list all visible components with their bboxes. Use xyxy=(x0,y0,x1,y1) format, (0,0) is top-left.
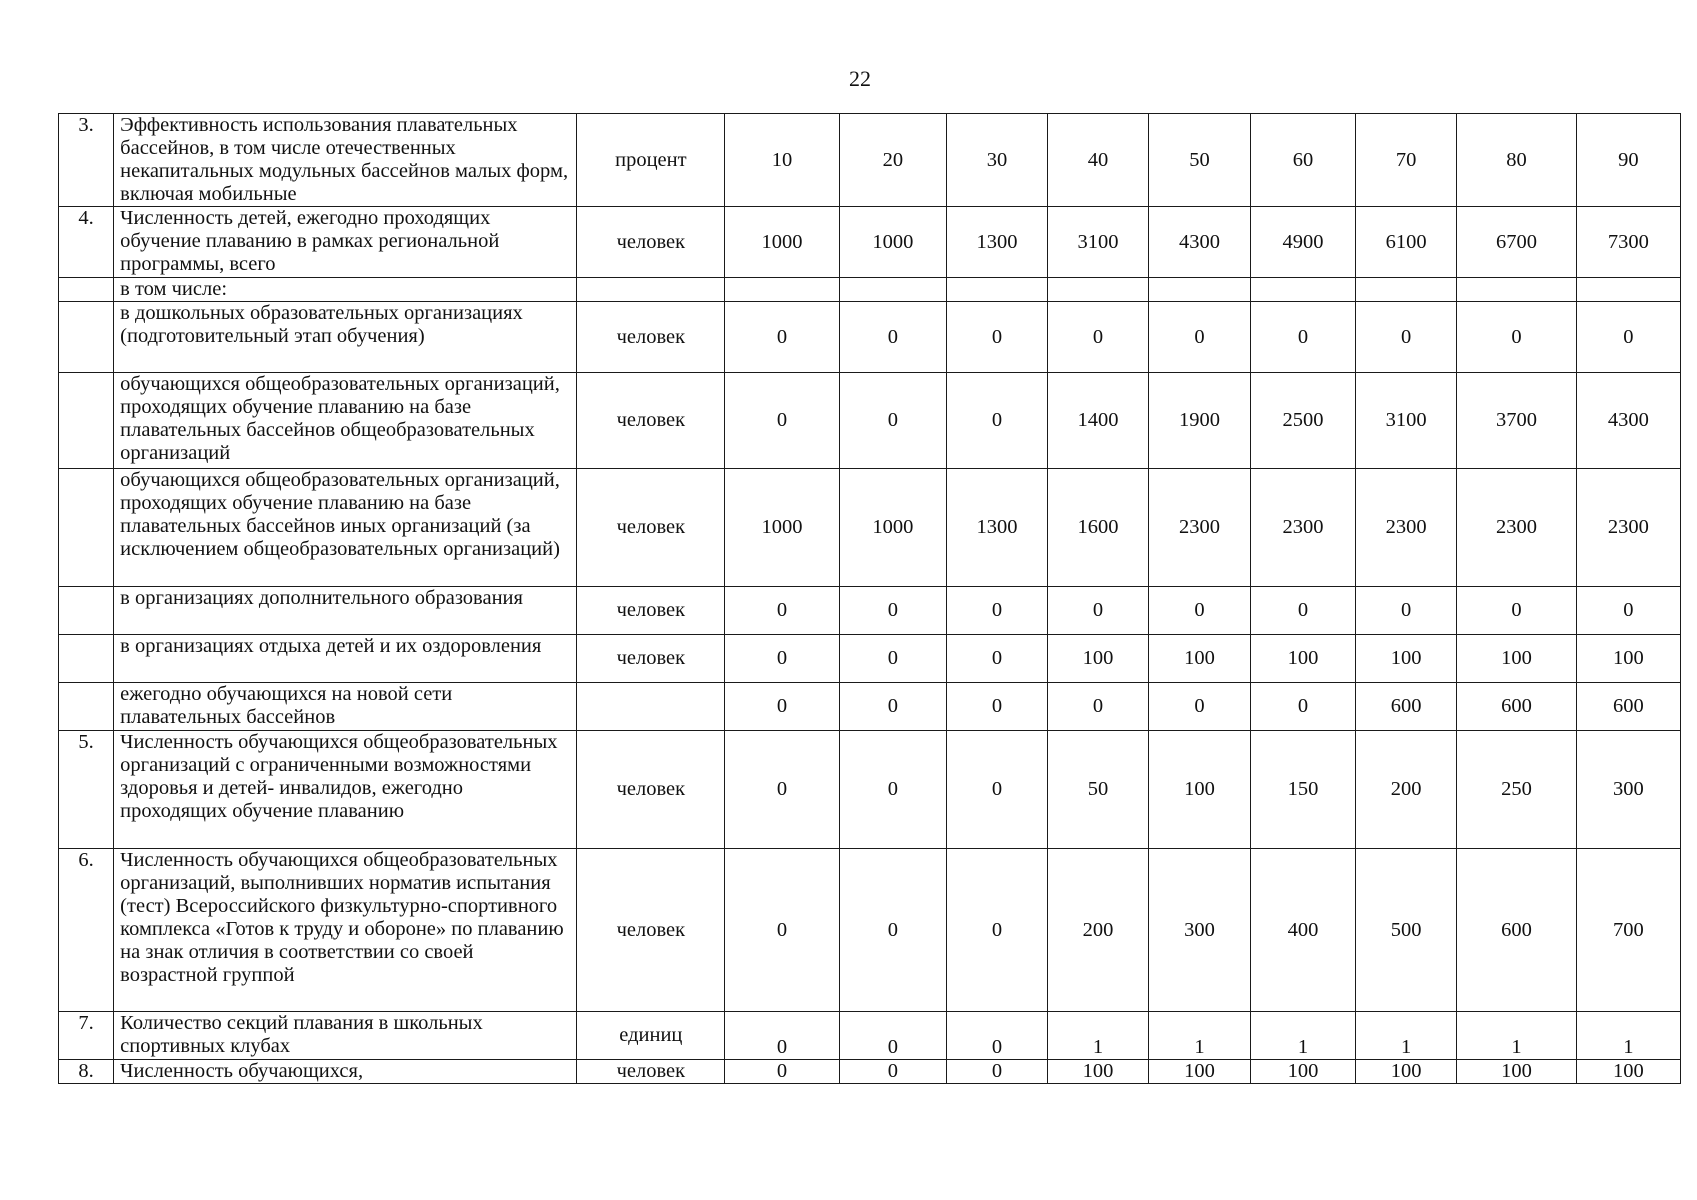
value-cell: 1 xyxy=(1250,1012,1355,1060)
value-cell: 0 xyxy=(725,587,840,635)
indicator-name: Эффективность использования плавательных бассейнов, в том числе отечественных некапитальных модульных бассейнов малых форм, включая мобильные xyxy=(114,114,577,207)
value-cell: 80 xyxy=(1457,114,1577,207)
value-cell: 0 xyxy=(839,731,946,849)
value-cell: 1 xyxy=(1356,1012,1457,1060)
unit-of-measure xyxy=(577,278,725,302)
value-cell: 90 xyxy=(1576,114,1680,207)
value-cell: 0 xyxy=(947,849,1048,1012)
row-number xyxy=(59,278,114,302)
value-cell: 3100 xyxy=(1047,207,1148,278)
table-row xyxy=(59,207,1681,278)
value-cell: 0 xyxy=(1250,302,1355,373)
value-cell: 0 xyxy=(947,1060,1048,1084)
table-row xyxy=(59,302,1681,373)
row-number: 7. xyxy=(59,1012,114,1060)
unit-of-measure: человек xyxy=(577,373,725,469)
value-cell: 2300 xyxy=(1148,469,1250,587)
value-cell: 0 xyxy=(839,302,946,373)
indicator-name: Численность детей, ежегодно проходящих обучение плаванию в рамках региональной программы, всего xyxy=(114,207,577,278)
value-cell: 1900 xyxy=(1148,373,1250,469)
value-cell: 0 xyxy=(947,302,1048,373)
value-cell: 0 xyxy=(725,373,840,469)
indicator-name: Численность обучающихся общеобразовательных организаций с ограниченными возможностями здоровья и детей- инвалидов, ежегодно проходящих обучение плаванию xyxy=(114,731,577,849)
value-cell: 30 xyxy=(947,114,1048,207)
value-cell: 1000 xyxy=(839,207,946,278)
value-cell: 100 xyxy=(1148,731,1250,849)
value-cell: 6700 xyxy=(1457,207,1577,278)
table-row xyxy=(59,373,1681,469)
value-cell: 1400 xyxy=(1047,373,1148,469)
table-row xyxy=(59,1060,1681,1084)
value-cell: 60 xyxy=(1250,114,1355,207)
value-cell xyxy=(839,278,946,302)
value-cell: 100 xyxy=(1047,1060,1148,1084)
value-cell: 0 xyxy=(947,1012,1048,1060)
indicator-name: обучающихся общеобразовательных организаций, проходящих обучение плаванию на базе плавательных бассейнов общеобразовательных организаций xyxy=(114,373,577,469)
table-row xyxy=(59,278,1681,302)
value-cell: 0 xyxy=(1457,587,1577,635)
table-row xyxy=(59,114,1681,207)
value-cell: 2300 xyxy=(1356,469,1457,587)
indicator-name: ежегодно обучающихся на новой сети плавательных бассейнов xyxy=(114,683,577,731)
value-cell: 0 xyxy=(947,635,1048,683)
value-cell: 300 xyxy=(1148,849,1250,1012)
indicator-name: в том числе: xyxy=(114,278,577,302)
value-cell: 7300 xyxy=(1576,207,1680,278)
value-cell: 0 xyxy=(725,635,840,683)
value-cell: 0 xyxy=(1047,587,1148,635)
row-number xyxy=(59,635,114,683)
value-cell: 100 xyxy=(1148,635,1250,683)
value-cell: 0 xyxy=(1576,587,1680,635)
value-cell: 20 xyxy=(839,114,946,207)
unit-of-measure xyxy=(577,683,725,731)
value-cell: 300 xyxy=(1576,731,1680,849)
indicator-name: Численность обучающихся общеобразовательных организаций, выполнивших норматив испытания (тест) Всероссийского физкультурно-спортивного комплекса «Готов к труду и обороне» по плаванию на знак отличия в соответствии со своей возрастной группой xyxy=(114,849,577,1012)
unit-of-measure: человек xyxy=(577,849,725,1012)
value-cell: 1 xyxy=(1457,1012,1577,1060)
unit-of-measure: человек xyxy=(577,302,725,373)
indicator-name: в организациях отдыха детей и их оздоровления xyxy=(114,635,577,683)
value-cell: 100 xyxy=(1047,635,1148,683)
table-row xyxy=(59,683,1681,731)
value-cell: 500 xyxy=(1356,849,1457,1012)
value-cell: 0 xyxy=(947,731,1048,849)
value-cell: 0 xyxy=(1250,683,1355,731)
unit-of-measure: единиц xyxy=(577,1012,725,1060)
value-cell: 1 xyxy=(1047,1012,1148,1060)
value-cell: 700 xyxy=(1576,849,1680,1012)
value-cell: 1000 xyxy=(725,207,840,278)
value-cell: 0 xyxy=(725,1012,840,1060)
value-cell xyxy=(1356,278,1457,302)
value-cell: 600 xyxy=(1576,683,1680,731)
value-cell: 100 xyxy=(1250,1060,1355,1084)
value-cell: 50 xyxy=(1148,114,1250,207)
value-cell: 0 xyxy=(725,683,840,731)
value-cell: 0 xyxy=(1457,302,1577,373)
value-cell: 0 xyxy=(839,587,946,635)
table-row xyxy=(59,731,1681,849)
unit-of-measure: человек xyxy=(577,1060,725,1084)
indicator-name: в организациях дополнительного образования xyxy=(114,587,577,635)
value-cell: 0 xyxy=(947,587,1048,635)
row-number xyxy=(59,373,114,469)
value-cell: 0 xyxy=(725,1060,840,1084)
value-cell: 250 xyxy=(1457,731,1577,849)
value-cell: 1300 xyxy=(947,207,1048,278)
unit-of-measure: человек xyxy=(577,635,725,683)
table-row xyxy=(59,1012,1681,1060)
value-cell: 0 xyxy=(1148,587,1250,635)
value-cell: 0 xyxy=(839,683,946,731)
indicator-name: в дошкольных образовательных организациях (подготовительный этап обучения) xyxy=(114,302,577,373)
value-cell xyxy=(1250,278,1355,302)
value-cell: 100 xyxy=(1457,635,1577,683)
value-cell: 50 xyxy=(1047,731,1148,849)
row-number: 4. xyxy=(59,207,114,278)
value-cell: 10 xyxy=(725,114,840,207)
value-cell: 0 xyxy=(839,373,946,469)
value-cell xyxy=(1047,278,1148,302)
table-row xyxy=(59,587,1681,635)
value-cell: 4300 xyxy=(1576,373,1680,469)
value-cell: 200 xyxy=(1356,731,1457,849)
unit-of-measure: человек xyxy=(577,587,725,635)
value-cell: 1 xyxy=(1148,1012,1250,1060)
value-cell: 2300 xyxy=(1250,469,1355,587)
table-body xyxy=(59,114,1681,1084)
value-cell: 4300 xyxy=(1148,207,1250,278)
value-cell: 0 xyxy=(1047,683,1148,731)
value-cell: 0 xyxy=(1576,302,1680,373)
value-cell: 0 xyxy=(947,683,1048,731)
row-number: 8. xyxy=(59,1060,114,1084)
value-cell: 4900 xyxy=(1250,207,1355,278)
value-cell: 100 xyxy=(1148,1060,1250,1084)
value-cell: 1000 xyxy=(725,469,840,587)
value-cell: 70 xyxy=(1356,114,1457,207)
value-cell: 1000 xyxy=(839,469,946,587)
value-cell: 100 xyxy=(1250,635,1355,683)
value-cell: 100 xyxy=(1576,1060,1680,1084)
value-cell: 0 xyxy=(839,849,946,1012)
row-number: 6. xyxy=(59,849,114,1012)
table-row xyxy=(59,849,1681,1012)
value-cell: 2300 xyxy=(1576,469,1680,587)
row-number xyxy=(59,683,114,731)
value-cell: 0 xyxy=(947,373,1048,469)
unit-of-measure: процент xyxy=(577,114,725,207)
row-number xyxy=(59,469,114,587)
value-cell: 0 xyxy=(725,731,840,849)
value-cell: 3100 xyxy=(1356,373,1457,469)
value-cell: 0 xyxy=(1148,302,1250,373)
row-number: 3. xyxy=(59,114,114,207)
value-cell: 0 xyxy=(1356,587,1457,635)
table-row xyxy=(59,635,1681,683)
value-cell: 100 xyxy=(1576,635,1680,683)
value-cell: 0 xyxy=(1148,683,1250,731)
value-cell: 3700 xyxy=(1457,373,1577,469)
value-cell: 40 xyxy=(1047,114,1148,207)
indicator-name: Численность обучающихся, xyxy=(114,1060,577,1084)
value-cell: 0 xyxy=(839,635,946,683)
value-cell: 0 xyxy=(1047,302,1148,373)
value-cell: 600 xyxy=(1457,683,1577,731)
value-cell xyxy=(1457,278,1577,302)
unit-of-measure: человек xyxy=(577,731,725,849)
value-cell: 0 xyxy=(725,849,840,1012)
value-cell: 100 xyxy=(1356,1060,1457,1084)
value-cell xyxy=(947,278,1048,302)
value-cell: 0 xyxy=(839,1012,946,1060)
value-cell: 200 xyxy=(1047,849,1148,1012)
row-number xyxy=(59,302,114,373)
value-cell: 0 xyxy=(1356,302,1457,373)
value-cell: 600 xyxy=(1457,849,1577,1012)
value-cell: 1300 xyxy=(947,469,1048,587)
value-cell: 6100 xyxy=(1356,207,1457,278)
value-cell: 0 xyxy=(1250,587,1355,635)
value-cell xyxy=(1576,278,1680,302)
indicators-table xyxy=(58,113,1681,1084)
value-cell: 400 xyxy=(1250,849,1355,1012)
indicator-name: Количество секций плавания в школьных спортивных клубах xyxy=(114,1012,577,1060)
value-cell: 1600 xyxy=(1047,469,1148,587)
table-row xyxy=(59,469,1681,587)
value-cell: 2300 xyxy=(1457,469,1577,587)
unit-of-measure: человек xyxy=(577,207,725,278)
value-cell: 600 xyxy=(1356,683,1457,731)
value-cell: 0 xyxy=(839,1060,946,1084)
value-cell: 2500 xyxy=(1250,373,1355,469)
indicator-name: обучающихся общеобразовательных организаций, проходящих обучение плаванию на базе плавательных бассейнов иных организаций (за исключением общеобразовательных организаций) xyxy=(114,469,577,587)
value-cell: 150 xyxy=(1250,731,1355,849)
value-cell xyxy=(1148,278,1250,302)
row-number xyxy=(59,587,114,635)
value-cell: 0 xyxy=(725,302,840,373)
value-cell: 1 xyxy=(1576,1012,1680,1060)
row-number: 5. xyxy=(59,731,114,849)
unit-of-measure: человек xyxy=(577,469,725,587)
value-cell: 100 xyxy=(1356,635,1457,683)
value-cell xyxy=(725,278,840,302)
value-cell: 100 xyxy=(1457,1060,1577,1084)
page-number: 22 xyxy=(849,66,871,91)
